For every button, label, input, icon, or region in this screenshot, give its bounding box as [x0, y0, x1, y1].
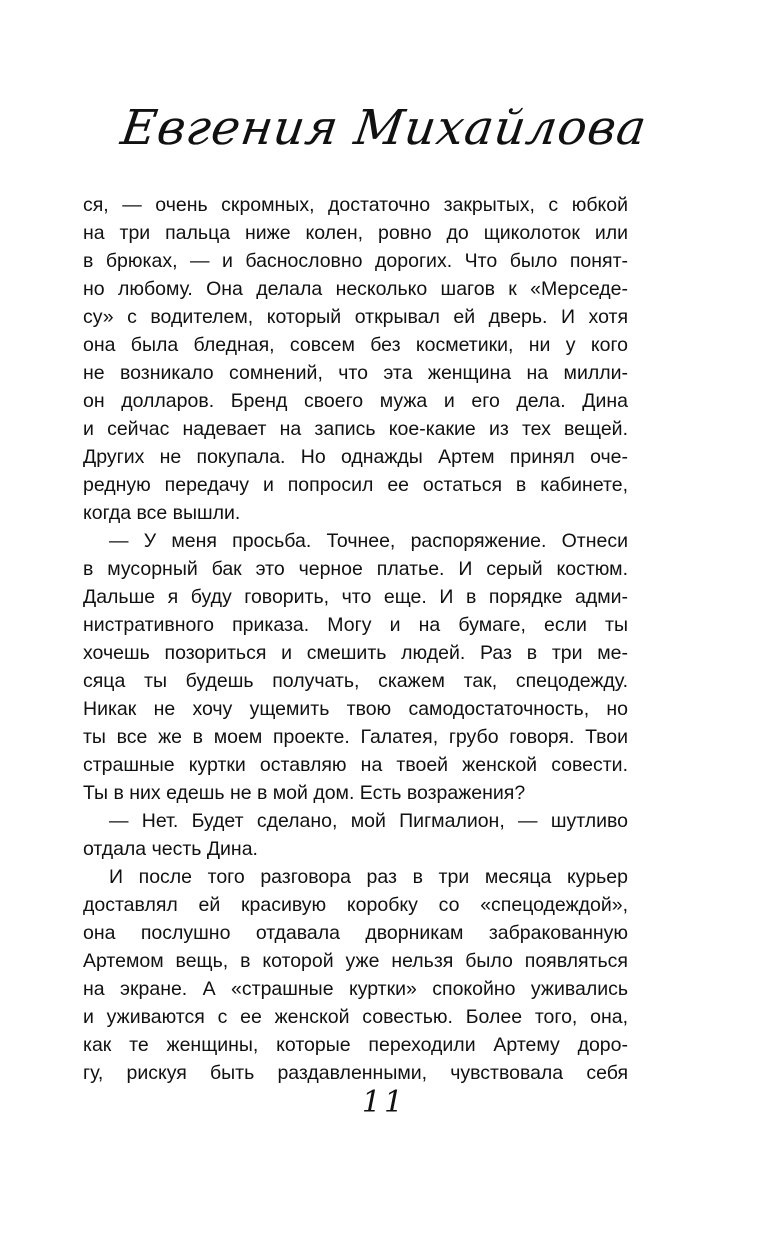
text-line: — Нет. Будет сделано, мой Пигмалион, — шутливо — [109, 810, 628, 832]
text-line: Дальше я буду говорить, что еще. И в порядке адми- — [83, 586, 628, 608]
body-text — [83, 191, 628, 1087]
text-line: нистративного приказа. Могу и на бумаге, если ты — [83, 614, 628, 636]
text-line: но любому. Она делала несколько шагов к «Мерседе- — [83, 278, 628, 300]
text-line: И после того разговора раз в три месяца курьер — [109, 866, 628, 888]
text-line: и уживаются с ее женской совестью. Более того, она, — [83, 1006, 628, 1028]
text-line: он долларов. Бренд своего мужа и его дела. Дина — [83, 390, 628, 412]
page-number: 11 — [361, 1085, 407, 1120]
text-line: отдала честь Дина. — [83, 838, 258, 860]
text-line: доставлял ей красивую коробку со «спецодеждой», — [83, 894, 628, 916]
text-line: Ты в них едешь не в мой дом. Есть возражения? — [83, 782, 526, 804]
text-line: гу, рискуя быть раздавленными, чувствовала себя — [83, 1062, 628, 1084]
text-line: не возникало сомнений, что эта женщина на милли- — [83, 362, 628, 384]
text-line: как те женщины, которые переходили Артему доро- — [83, 1034, 628, 1056]
text-line: ся, — очень скромных, достаточно закрытых, с юбкой — [83, 194, 628, 216]
text-line: редную передачу и попросил ее остаться в кабинете, — [83, 474, 628, 496]
text-line: на экране. А «страшные куртки» спокойно уживались — [83, 978, 628, 1000]
text-line: в мусорный бак это черное платье. И серый костюм. — [83, 558, 628, 580]
text-line: Артемом вещь, в которой уже нельзя было появляться — [83, 950, 628, 972]
text-line: на три пальца ниже колен, ровно до щиколоток или — [83, 222, 628, 244]
running-head-author: Евгения Михайлова — [117, 100, 651, 156]
text-line: в брюках, — и баснословно дорогих. Что было понят- — [83, 250, 628, 272]
text-line: страшные куртки оставляю на твоей женской совести. — [83, 754, 628, 776]
text-line: и сейчас надевает на запись кое-какие из тех вещей. — [83, 418, 628, 440]
text-line: Других не покупала. Но однажды Артем принял оче- — [83, 446, 628, 468]
text-line: Никак не хочу ущемить твою самодостаточность, но — [83, 698, 628, 720]
text-line: она была бледная, совсем без косметики, ни у кого — [83, 334, 628, 356]
text-line: когда все вышли. — [83, 502, 241, 524]
text-line: — У меня просьба. Точнее, распоряжение. Отнеси — [109, 530, 628, 552]
text-line: ты все же в моем проекте. Галатея, грубо говоря. Твои — [83, 726, 628, 748]
text-line: сяца ты будешь получать, скажем так, спецодежду. — [83, 670, 628, 692]
text-line: хочешь позориться и смешить людей. Раз в три ме- — [83, 642, 628, 664]
text-line: су» с водителем, который открывал ей дверь. И хотя — [83, 306, 628, 328]
text-line: она послушно отдавала дворникам забракованную — [83, 922, 628, 944]
